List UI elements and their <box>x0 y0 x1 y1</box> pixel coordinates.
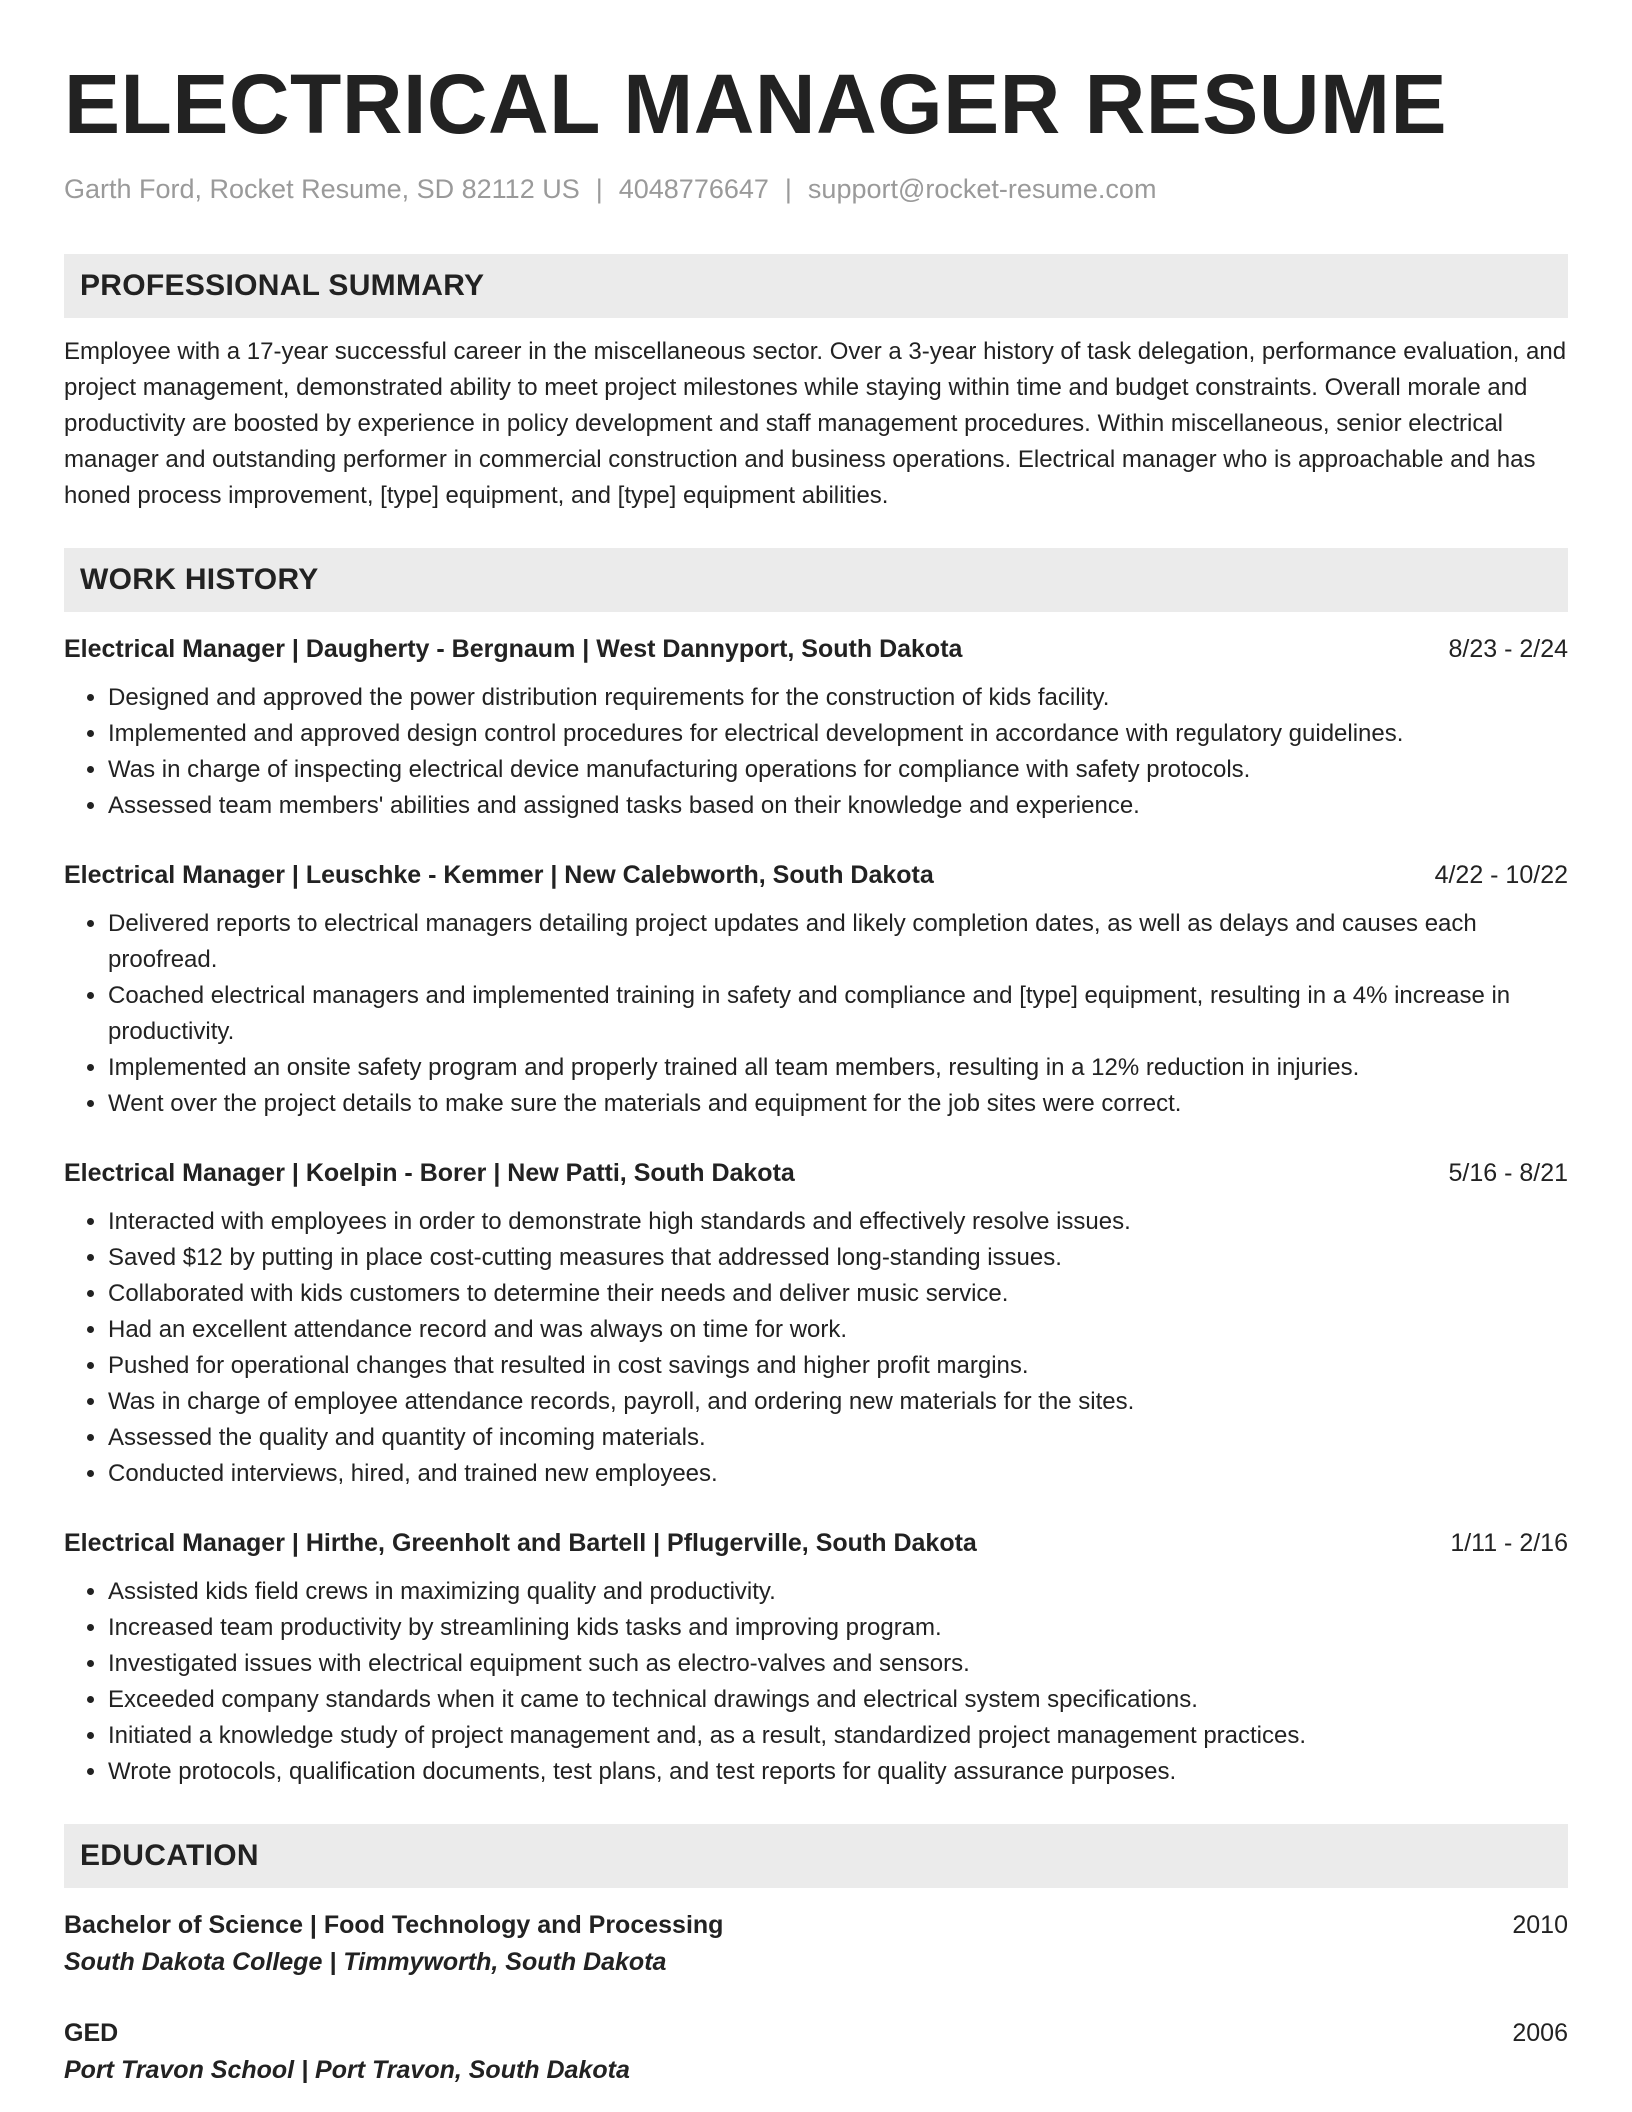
job-bullets <box>64 1574 1568 1790</box>
education-degree: Bachelor of Science | Food Technology and Processing <box>64 1911 724 1939</box>
contact-phone: 4048776647 <box>618 174 769 204</box>
education-entry <box>64 2016 1568 2090</box>
job-header <box>64 632 1568 666</box>
work-history-heading: WORK HISTORY <box>64 548 1568 612</box>
job-entry <box>64 858 1568 1122</box>
job-dates: 4/22 - 10/22 <box>1434 861 1568 889</box>
job-entry <box>64 1156 1568 1492</box>
job-bullet: • Increased team productivity by streamlining kids tasks and improving program. <box>108 1610 1568 1646</box>
education-year: 2010 <box>1512 1911 1568 1939</box>
job-bullet: • Interacted with employees in order to demonstrate high standards and effectively resolve issues. <box>108 1204 1568 1240</box>
education-school: South Dakota College | Timmyworth, South Dakota <box>64 1948 667 1976</box>
job-bullet: • Was in charge of inspecting electrical device manufacturing operations for compliance with safety protocols. <box>108 752 1568 788</box>
job-entry <box>64 632 1568 824</box>
job-bullet: • Investigated issues with electrical equipment such as electro-valves and sensors. <box>108 1646 1568 1682</box>
job-header <box>64 858 1568 892</box>
job-bullet: • Assessed team members' abilities and assigned tasks based on their knowledge and experience. <box>108 788 1568 824</box>
summary-text: Employee with a 17-year successful career in the miscellaneous sector. Over a 3-year history of task delegation, performance evaluation, and project management, demonstrated ability to meet project milestones while staying within time and budget constraints. Overall morale and productivity are boosted by experience in policy development and staff management procedures. Within miscellaneous, senior electrical manager and outstanding performer in commercial construction and business operations. Electrical manager who is approachable and has honed process improvement, [type] equipment, and [type] equipment abilities. <box>64 338 1567 509</box>
job-bullet: • Saved $12 by putting in place cost-cutting measures that addressed long-standing issues. <box>108 1240 1568 1276</box>
job-bullets <box>64 680 1568 824</box>
resume-title: ELECTRICAL MANAGER RESUME <box>64 57 1447 151</box>
job-bullet: • Conducted interviews, hired, and trained new employees. <box>108 1456 1568 1492</box>
job-header <box>64 1156 1568 1190</box>
education-header <box>64 1908 1568 1942</box>
education-header <box>64 2016 1568 2050</box>
job-bullet: • Initiated a knowledge study of project management and, as a result, standardized project management practices. <box>108 1718 1568 1754</box>
contact-separator: | <box>595 174 603 204</box>
job-bullet: • Pushed for operational changes that resulted in cost savings and higher profit margins. <box>108 1348 1568 1384</box>
education-entry <box>64 1908 1568 1982</box>
education-school: Port Travon School | Port Travon, South Dakota <box>64 2056 630 2084</box>
job-dates: 8/23 - 2/24 <box>1448 635 1568 663</box>
job-dates: 5/16 - 8/21 <box>1448 1159 1568 1187</box>
job-bullet: • Assisted kids field crews in maximizing quality and productivity. <box>108 1574 1568 1610</box>
education-year: 2006 <box>1512 2019 1568 2047</box>
job-bullet: • Delivered reports to electrical managers detailing project updates and likely completion dates, as well as delays and causes each proofread. <box>108 906 1568 978</box>
contact-separator: | <box>784 174 792 204</box>
job-bullet: • Coached electrical managers and implemented training in safety and compliance and [type] equipment, resulting in a 4% increase in productivity. <box>108 978 1568 1050</box>
job-bullets <box>64 906 1568 1122</box>
job-bullet: • Went over the project details to make sure the materials and equipment for the job sites were correct. <box>108 1086 1568 1122</box>
job-title: Electrical Manager | Hirthe, Greenholt and Bartell | Pflugerville, South Dakota <box>64 1529 977 1557</box>
job-entry <box>64 1526 1568 1790</box>
contact-address: Garth Ford, Rocket Resume, SD 82112 US <box>64 174 580 204</box>
job-title: Electrical Manager | Koelpin - Borer | New Patti, South Dakota <box>64 1159 795 1187</box>
summary-heading: PROFESSIONAL SUMMARY <box>64 254 1568 318</box>
job-bullet: • Exceeded company standards when it came to technical drawings and electrical system specifications. <box>108 1682 1568 1718</box>
job-bullets <box>64 1204 1568 1492</box>
job-bullet: • Designed and approved the power distribution requirements for the construction of kids facility. <box>108 680 1568 716</box>
job-bullet: • Wrote protocols, qualification documents, test plans, and test reports for quality assurance purposes. <box>108 1754 1568 1790</box>
job-title: Electrical Manager | Daugherty - Bergnaum | West Dannyport, South Dakota <box>64 635 963 663</box>
job-dates: 1/11 - 2/16 <box>1450 1529 1568 1557</box>
job-bullet: • Implemented an onsite safety program and properly trained all team members, resulting in a 12% reduction in injuries. <box>108 1050 1568 1086</box>
job-header <box>64 1526 1568 1560</box>
education-heading: EDUCATION <box>64 1824 1568 1888</box>
contact-line <box>64 172 1568 206</box>
job-bullet: • Was in charge of employee attendance records, payroll, and ordering new materials for the sites. <box>108 1384 1568 1420</box>
contact-email: support@rocket-resume.com <box>807 174 1157 204</box>
job-title: Electrical Manager | Leuschke - Kemmer | New Calebworth, South Dakota <box>64 861 934 889</box>
job-bullet: • Implemented and approved design control procedures for electrical development in accordance with regulatory guidelines. <box>108 716 1568 752</box>
education-degree: GED <box>64 2019 119 2047</box>
job-bullet: • Had an excellent attendance record and was always on time for work. <box>108 1312 1568 1348</box>
job-bullet: • Assessed the quality and quantity of incoming materials. <box>108 1420 1568 1456</box>
job-bullet: • Collaborated with kids customers to determine their needs and deliver music service. <box>108 1276 1568 1312</box>
